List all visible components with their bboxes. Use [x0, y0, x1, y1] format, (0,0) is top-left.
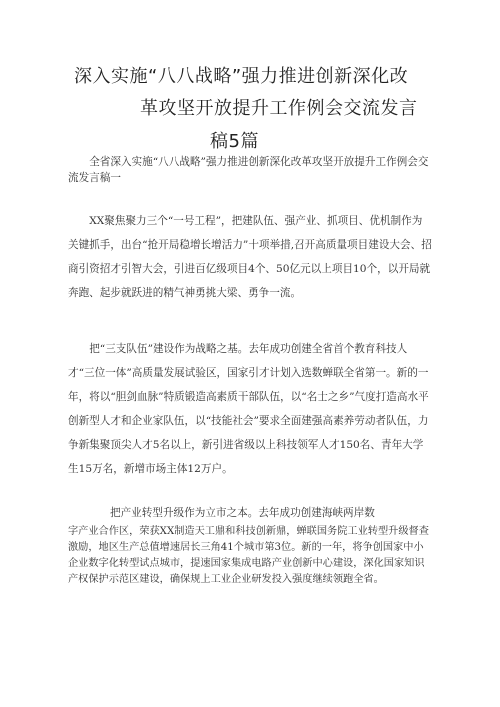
- intro-heading: 全省深入实施“八八战略”强力推进创新深化改革攻坚开放提升工作例会交流发言稿一: [68, 156, 429, 184]
- paragraph-1: XX聚焦聚力三个“一号工程”，把建队伍、强产业、抓项目、优机制作为关键抓手，出台“抢开局稳增长增活力”十项举措,召开高质量项目建设大会、招商引资招才引智大会，引进百亿级项目4个、50亿元以上项目10个，以开局就奔跑、起步就跃进的精气神勇挑大梁、勇争一流。: [68, 215, 432, 299]
- paragraph-2: 把“三支队伍”建设作为战略之基。去年成功创建全省首个教育科技人才“三位一体”高质量发展试验区，国家引才计划入选数蝉联全省第一。新的一年，将以“胆剑血脉”特质锻造高素质干部队伍，以“名士之乡”气度打造高水平创新型人才和企业家队伍，以“技能社会”要求全面建强高素养劳动者队伍，力争新集聚顶尖人才5名以上，新引进省级以上科技领军人才150名、青年大学生15万名，新增市场主体12万户。: [68, 343, 429, 475]
- paragraph-3-lead: 把产业转型升级作为立市之本。去年成功创建海峡两岸数: [110, 507, 375, 519]
- document-title-line-1: 深入实施“八八战略”强力推进创新深化改: [74, 66, 409, 87]
- document-title-line-2: 革攻坚开放提升工作例会交流发言: [140, 98, 418, 119]
- paragraph-3-body: 字产业合作区，荣获XX制造天工鼎和科技创新鼎，蝉联国务院工业转型升级督查激励，地区生产总值增速居长三角41个城市第3位。新的一年，将争创国家中小企业数字化转型试点城市，提速国家集成电路产业创新中心建设，深化国家知识产权保护示范区建设，确保规上工业企业研发投入强度继续领跑全省。: [68, 526, 429, 585]
- paragraph-3: [68, 507, 432, 588]
- document-title-line-3: 稿5篇: [210, 131, 259, 152]
